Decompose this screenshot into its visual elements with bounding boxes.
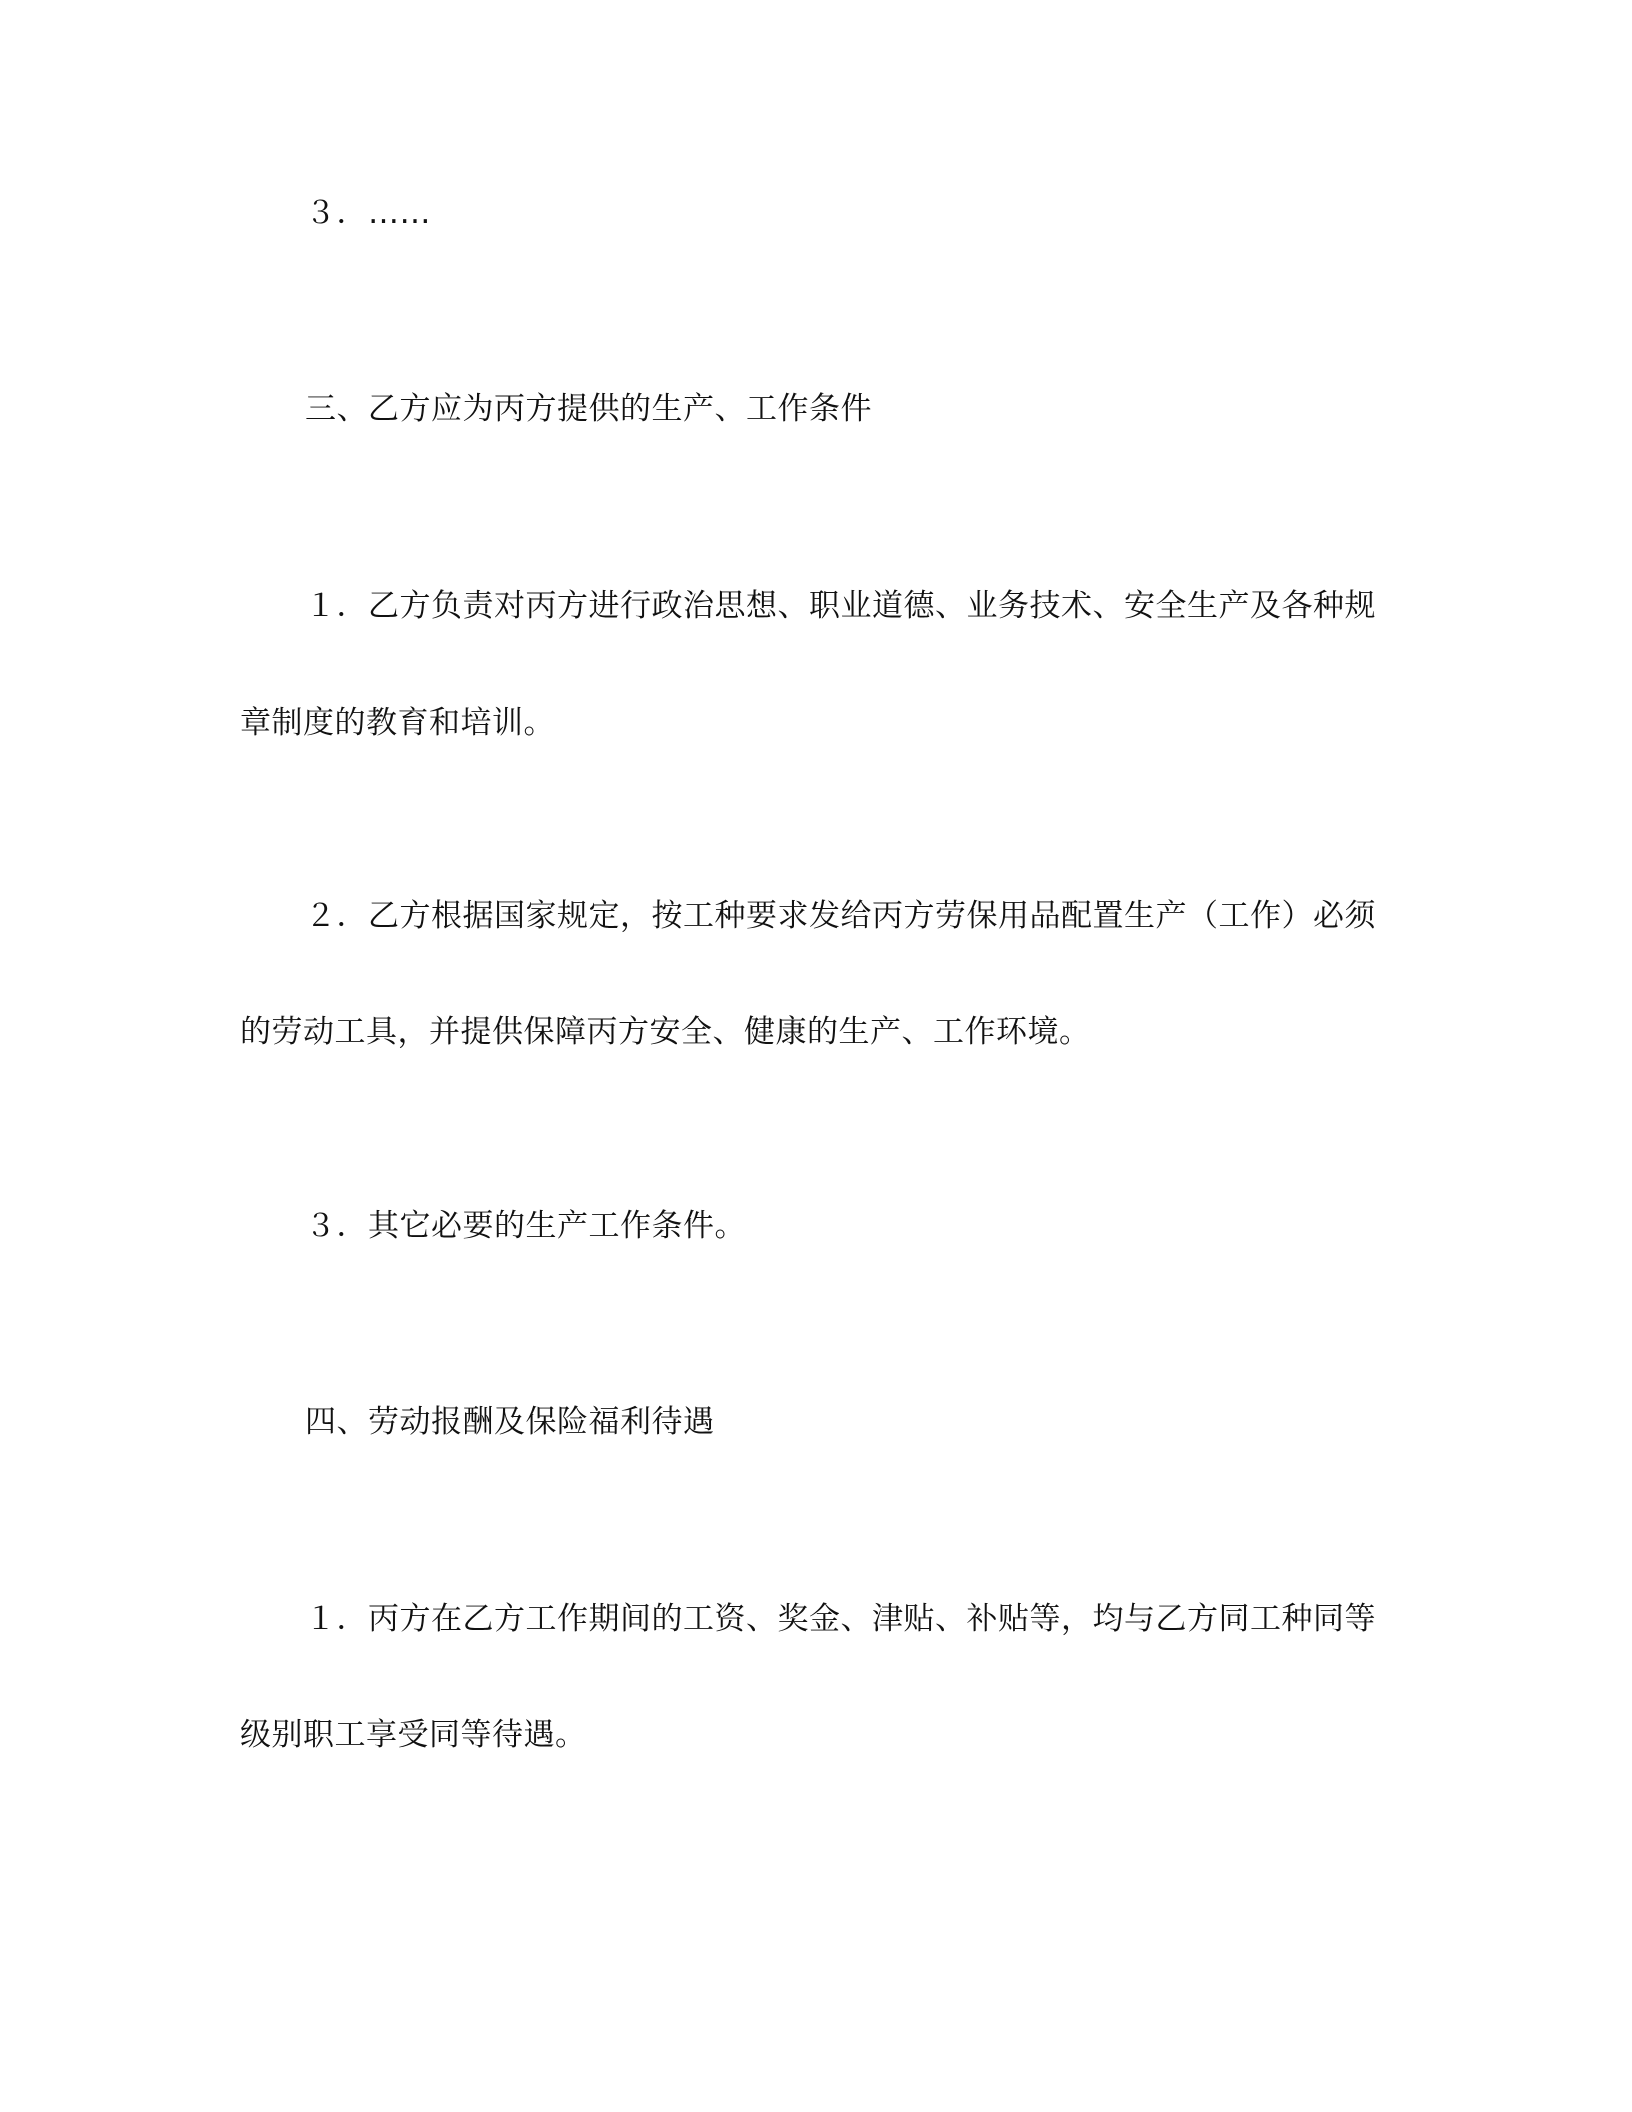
section-3-item-1-line-2: 章制度的教育和培训。 <box>240 705 555 741</box>
section-3-heading: 三、乙方应为丙方提供的生产、工作条件 <box>305 391 872 427</box>
section-3-item-1-line-1: １．乙方负责对丙方进行政治思想、职业道德、业务技术、安全生产及各种规 <box>305 588 1376 624</box>
section-3-item-2-line-1: ２．乙方根据国家规定，按工种要求发给丙方劳保用品配置生产（工作）必须 <box>305 898 1376 934</box>
section-4-item-1-line-1: １．丙方在乙方工作期间的工资、奖金、津贴、补贴等，均与乙方同工种同等 <box>305 1601 1376 1637</box>
list-item-3-ellipsis: ３．…… <box>305 195 431 231</box>
section-4-item-1-line-2: 级别职工享受同等待遇。 <box>240 1717 587 1753</box>
section-3-item-3: ３．其它必要的生产工作条件。 <box>305 1208 746 1244</box>
section-3-item-2-line-2: 的劳动工具，并提供保障丙方安全、健康的生产、工作环境。 <box>240 1014 1091 1050</box>
section-4-heading: 四、劳动报酬及保险福利待遇 <box>305 1404 715 1440</box>
